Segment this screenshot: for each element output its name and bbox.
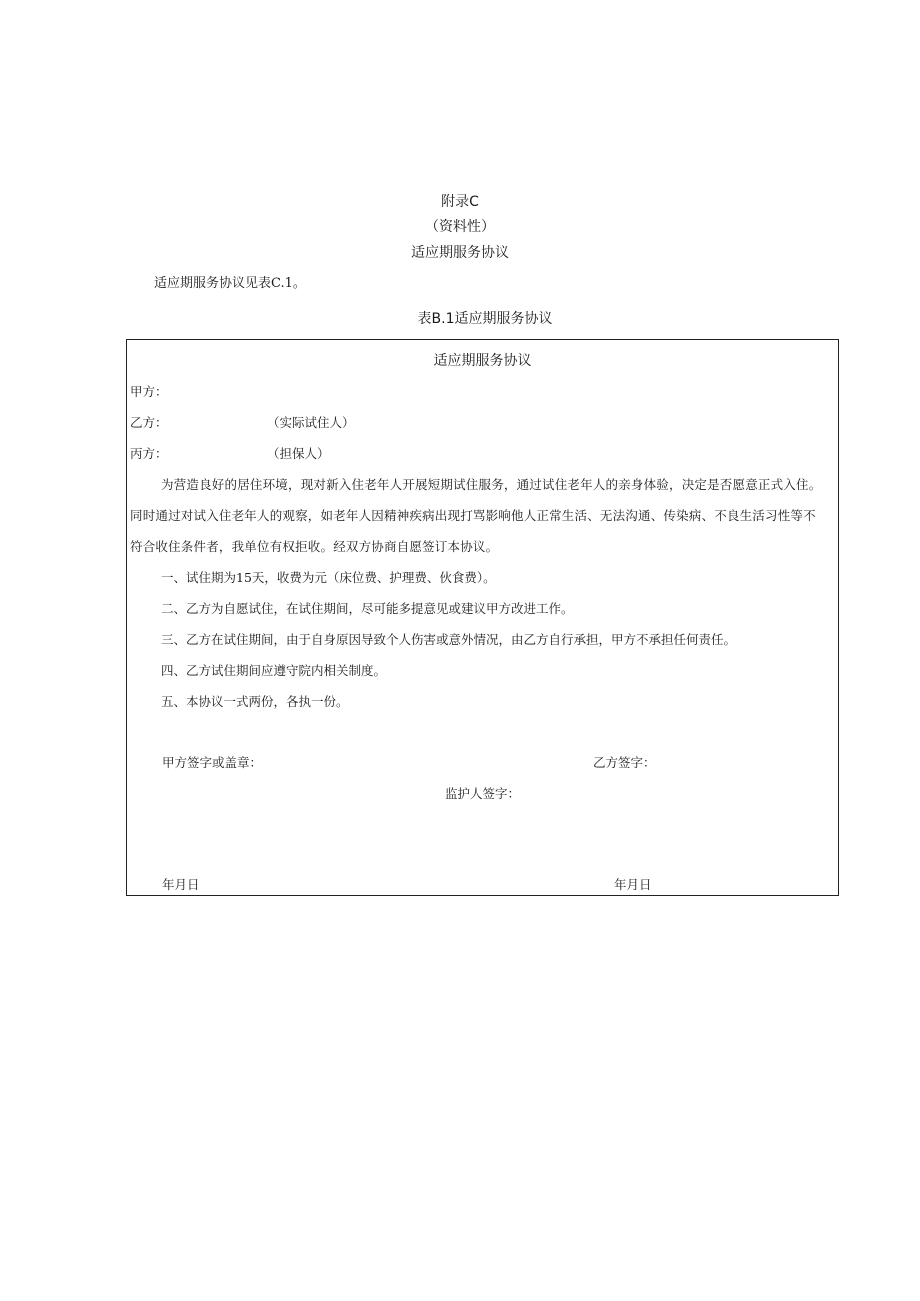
party-c-note: （担保人） [267,446,330,461]
party-c-label: 丙方： [130,446,168,461]
date-right: 年月日 [614,877,652,892]
appendix-subtitle: （资料性） [425,219,495,235]
intro-text: 适应期服务协议见表C.1。 [154,276,306,291]
agreement-title: 适应期服务协议 [433,353,532,369]
party-b-label: 乙方： [130,415,168,430]
date-left: 年月日 [162,877,200,892]
preamble-line-2: 同时通过对试入住老年人的观察，如老年人因精神疾病出现打骂影响他人正常生活、无法沟通、传染病、不良生活习性等不 [130,508,816,523]
party-a-label: 甲方： [130,384,168,399]
appendix-title: 附录C [441,194,479,210]
clause-5: 五、本协议一式两份，各执一份。 [161,694,349,709]
table-caption: 表B.1适应期服务协议 [417,311,553,327]
appendix-name: 适应期服务协议 [411,245,509,261]
party-b-note: （实际试住人） [267,415,355,430]
sign-guardian: 监护人签字： [445,786,521,801]
preamble-line-3: 符合收住条件者，我单位有权拒收。经双方协商自愿签订本协议。 [130,539,499,554]
sign-party-a: 甲方签字或盖章： [162,755,263,770]
clause-2: 二、乙方为自愿试住，在试住期间，尽可能多提意见或建议甲方改进工作。 [161,601,574,616]
preamble-line-1: 为营造良好的居住环境，现对新入住老年人开展短期试住服务，通过试住老年人的亲身体验，决定是否愿意正式入住。 [161,477,822,492]
sign-party-b: 乙方签字： [593,755,656,770]
clause-4: 四、乙方试住期间应遵守院内相关制度。 [161,663,387,678]
agreement-box [126,339,839,896]
clause-1: 一、试住期为15天，收费为元（床位费、护理费、伙食费）。 [161,570,496,585]
clause-3: 三、乙方在试住期间，由于自身原因导致个人伤害或意外情况，由乙方自行承担，甲方不承担任何责任。 [161,632,737,647]
